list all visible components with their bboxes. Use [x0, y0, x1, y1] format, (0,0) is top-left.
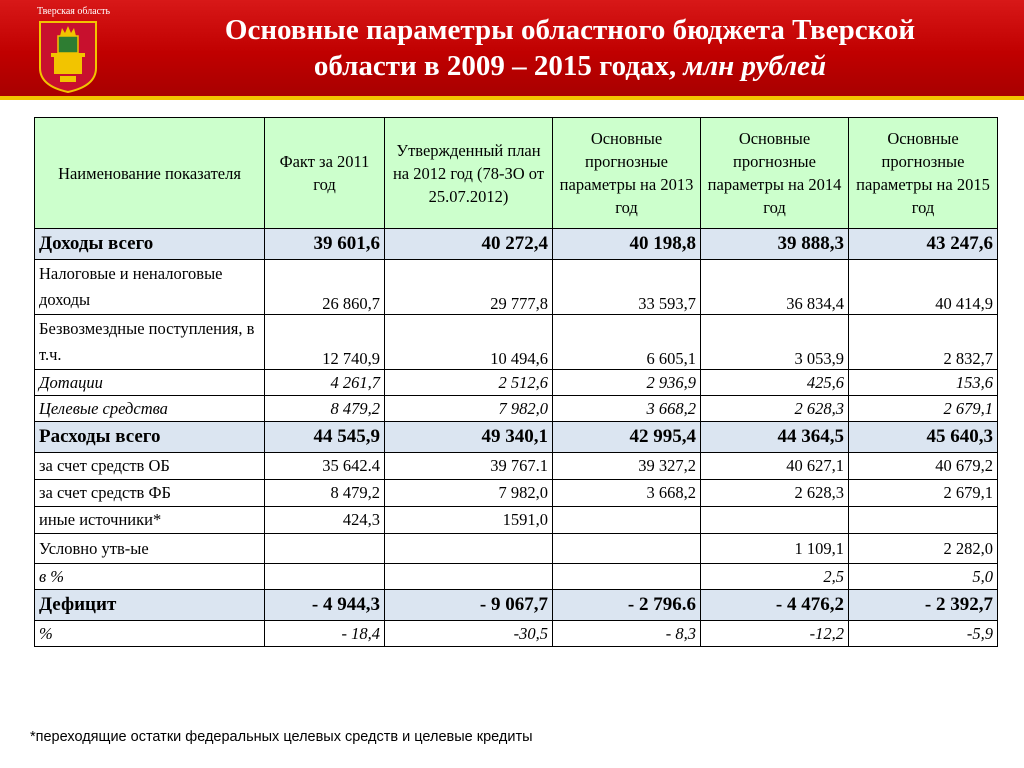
budget-table — [34, 117, 998, 647]
cell-value: -5,9 — [849, 621, 998, 647]
page-title-line2 — [314, 48, 826, 84]
cell-value: 8 479,2 — [265, 480, 385, 507]
cell-value — [701, 507, 849, 534]
cell-value: 4 261,7 — [265, 370, 385, 396]
table-row-regional-budget — [35, 453, 998, 480]
page-title-line2-text: области в 2009 – 2015 годах, — [313, 50, 677, 82]
cell-value: 10 494,6 — [385, 315, 553, 370]
cell-value: 49 340,1 — [385, 422, 553, 453]
table-row-subsidies — [35, 370, 998, 396]
table-row-targeted-funds — [35, 396, 998, 422]
cell-value: 39 327,2 — [553, 453, 701, 480]
cell-value: 5,0 — [849, 564, 998, 590]
cell-value — [553, 507, 701, 534]
row-label: Расходы всего — [35, 422, 265, 453]
footnote: *переходящие остатки федеральных целевых средств и целевые кредиты — [30, 729, 533, 745]
cell-value — [385, 534, 553, 564]
cell-value: 2,5 — [701, 564, 849, 590]
cell-value: 40 198,8 — [553, 229, 701, 260]
cell-value: -12,2 — [701, 621, 849, 647]
col-header-forecast-2015: Основные прогнозные параметры на 2015 год — [849, 118, 998, 229]
cell-value — [265, 534, 385, 564]
cell-value: 3 053,9 — [701, 315, 849, 370]
cell-value: -30,5 — [385, 621, 553, 647]
cell-value — [385, 564, 553, 590]
cell-value: 40 627,1 — [701, 453, 849, 480]
table-row-expenses-total — [35, 422, 998, 453]
cell-value: 44 364,5 — [701, 422, 849, 453]
row-label: Дефицит — [35, 590, 265, 621]
cell-value: 7 982,0 — [385, 396, 553, 422]
row-label: Дотации — [35, 370, 265, 396]
cell-value: 2 282,0 — [849, 534, 998, 564]
col-header-forecast-2014: Основные прогнозные параметры на 2014 год — [701, 118, 849, 229]
cell-value: 40 414,9 — [849, 260, 998, 315]
table-row-income-total — [35, 229, 998, 260]
cell-value: 12 740,9 — [265, 315, 385, 370]
cell-value: 45 640,3 — [849, 422, 998, 453]
cell-value: 3 668,2 — [553, 396, 701, 422]
cell-value — [265, 564, 385, 590]
cell-value: 36 834,4 — [701, 260, 849, 315]
table-row-other-sources — [35, 507, 998, 534]
page-title-line1: Основные параметры областного бюджета Тверской — [224, 14, 916, 46]
row-label: Безвозмездные поступления, в т.ч. — [35, 315, 265, 370]
cell-value: - 2 796.6 — [553, 590, 701, 621]
tver-coat-of-arms-icon — [38, 20, 98, 94]
cell-value — [553, 564, 701, 590]
cell-value: 26 860,7 — [265, 260, 385, 315]
cell-value: - 4 944,3 — [265, 590, 385, 621]
cell-value: 44 545,9 — [265, 422, 385, 453]
cell-value: 424,3 — [265, 507, 385, 534]
header-stripe — [0, 96, 1024, 100]
cell-value: 42 995,4 — [553, 422, 701, 453]
cell-value: 33 593,7 — [553, 260, 701, 315]
cell-value: 39 601,6 — [265, 229, 385, 260]
row-label: Целевые средства — [35, 396, 265, 422]
cell-value: - 4 476,2 — [701, 590, 849, 621]
row-label: в % — [35, 564, 265, 590]
row-label: за счет средств ФБ — [35, 480, 265, 507]
table-row-gratuitous — [35, 315, 998, 370]
cell-value: 40 272,4 — [385, 229, 553, 260]
cell-value: 29 777,8 — [385, 260, 553, 315]
cell-value — [553, 534, 701, 564]
cell-value: 2 679,1 — [849, 396, 998, 422]
cell-value: - 9 067,7 — [385, 590, 553, 621]
cell-value: 35 642.4 — [265, 453, 385, 480]
col-header-forecast-2013: Основные прогнозные параметры на 2013 год — [553, 118, 701, 229]
cell-value: 2 832,7 — [849, 315, 998, 370]
cell-value: 8 479,2 — [265, 396, 385, 422]
col-header-fact-2011: Факт за 2011 год — [265, 118, 385, 229]
table-header-row — [35, 118, 998, 229]
col-header-indicator: Наименование показателя — [35, 118, 265, 229]
cell-value — [849, 507, 998, 534]
row-label: % — [35, 621, 265, 647]
table-row-percent-conditional — [35, 564, 998, 590]
row-label: за счет средств ОБ — [35, 453, 265, 480]
cell-value: 2 512,6 — [385, 370, 553, 396]
cell-value: 2 628,3 — [701, 396, 849, 422]
table-row-tax-income — [35, 260, 998, 315]
cell-value: 425,6 — [701, 370, 849, 396]
cell-value: - 8,3 — [553, 621, 701, 647]
cell-value: 2 628,3 — [701, 480, 849, 507]
table-row-federal-budget — [35, 480, 998, 507]
page-title-unit: млн рублей — [683, 50, 827, 82]
cell-value: 2 679,1 — [849, 480, 998, 507]
cell-value: 39 767.1 — [385, 453, 553, 480]
cell-value: 1 109,1 — [701, 534, 849, 564]
cell-value: 39 888,3 — [701, 229, 849, 260]
row-label: Налоговые и неналоговые доходы — [35, 260, 265, 315]
row-label: иные источники* — [35, 507, 265, 534]
table-row-deficit-percent — [35, 621, 998, 647]
cell-value: 1591,0 — [385, 507, 553, 534]
cell-value: 43 247,6 — [849, 229, 998, 260]
cell-value: 40 679,2 — [849, 453, 998, 480]
table-row-conditionally-approved — [35, 534, 998, 564]
cell-value: 153,6 — [849, 370, 998, 396]
cell-value: - 18,4 — [265, 621, 385, 647]
cell-value: 2 936,9 — [553, 370, 701, 396]
row-label: Условно утв-ые — [35, 534, 265, 564]
region-label: Тверская область — [37, 6, 111, 17]
cell-value: - 2 392,7 — [849, 590, 998, 621]
page-title — [120, 0, 1020, 96]
cell-value: 7 982,0 — [385, 480, 553, 507]
table-row-deficit — [35, 590, 998, 621]
cell-value: 6 605,1 — [553, 315, 701, 370]
cell-value: 3 668,2 — [553, 480, 701, 507]
row-label: Доходы всего — [35, 229, 265, 260]
col-header-plan-2012: Утвержденный план на 2012 год (78-ЗО от 25.07.2012) — [385, 118, 553, 229]
